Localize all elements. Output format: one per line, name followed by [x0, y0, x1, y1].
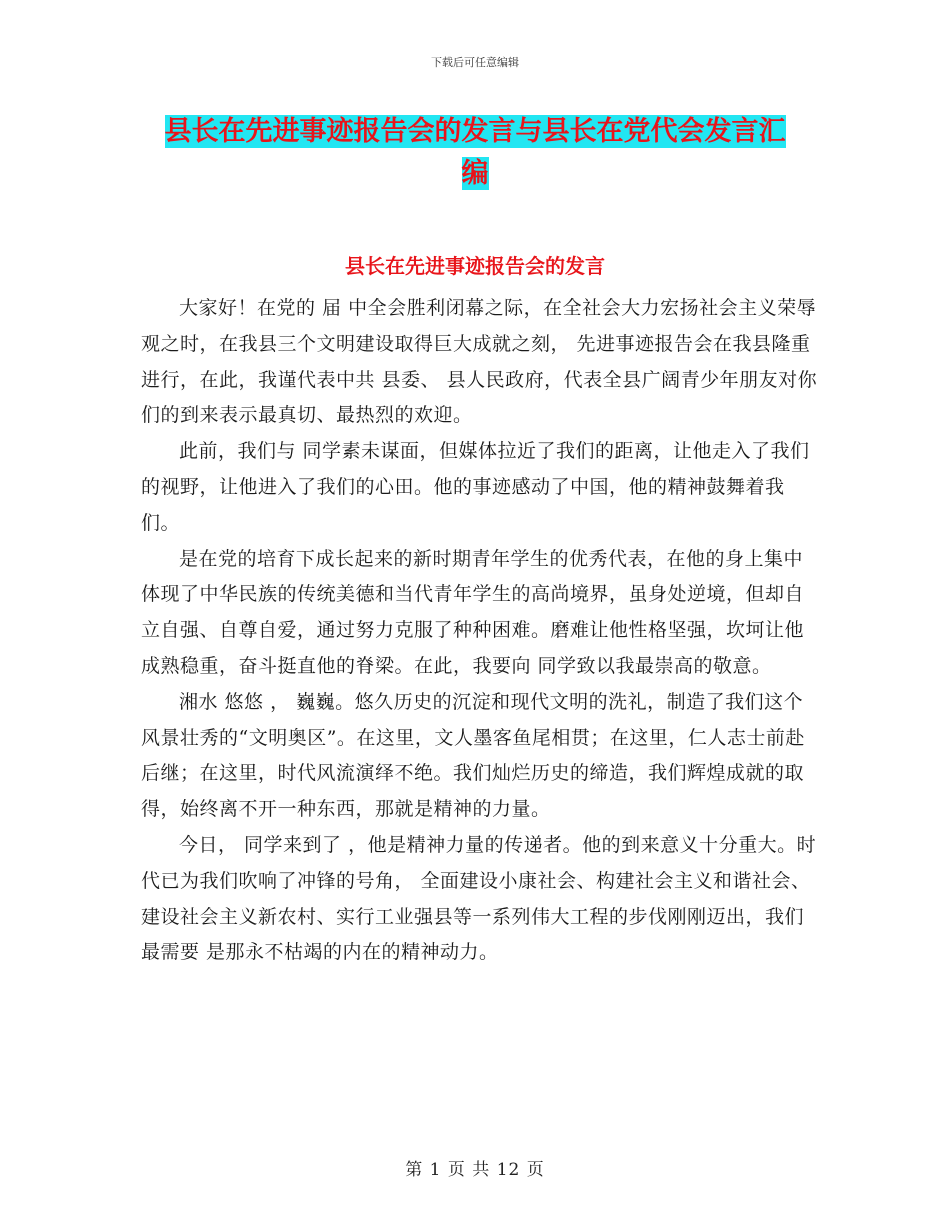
- paragraph-1: 大家好！在党的 届 中全会胜利闭幕之际，在全社会大力宏扬社会主义荣辱观之时，在我县三个文明建设取得巨大成就之刻， 先进事迹报告会在我县隆重进行，在此，我谨代表中共 县委、 县人民政府，代表全县广阔青少年朋友对你们的到来表示最真切、最热烈的欢迎。: [141, 297, 818, 427]
- paragraph-4: 湘水 悠悠 ， 巍巍。悠久历史的沉淀和现代文明的洗礼，制造了我们这个风景壮秀的“文明奥区”。在这里，文人墨客鱼尾相贯；在这里，仁人志士前赴后继；在这里，时代风流演绎不绝。我们灿烂历史的缔造，我们辉煌成就的取得，始终离不开一种东西，那就是精神的力量。: [141, 690, 805, 821]
- document-title-line-2: 编: [461, 158, 489, 189]
- paragraph-2: 此前，我们与 同学素未谋面，但媒体拉近了我们的距离，让他走入了我们的视野，让他进入了我们的心田。他的事迹感动了中国，他的精神鼓舞着我们。: [141, 440, 810, 534]
- document-body: [141, 291, 821, 971]
- paragraph-3: 是在党的培育下成长起来的新时期青年学生的优秀代表，在他的身上集中体现了中华民族的传统美德和当代青年学生的高尚境界，虽身处逆境，但却自立自强、自尊自爱，通过努力克服了种种困难。磨难让他性格坚强，坎坷让他成熟稳重，奋斗挺直他的脊梁。在此，我要向 同学致以我最崇高的敬意。: [141, 547, 805, 677]
- page-number-footer: 第 1 页 共 12 页: [405, 1160, 545, 1180]
- document-title-line-1: 县长在先进事迹报告会的发言与县长在党代会发言汇: [164, 116, 786, 147]
- section-title: 县长在先进事迹报告会的发言: [345, 254, 605, 278]
- document-title: [0, 111, 950, 195]
- page-header-note: 下载后可任意编辑: [431, 56, 519, 69]
- paragraph-5: 今日， 同学来到了 ，他是精神力量的传递者。他的到来意义十分重大。时代已为我们吹响了冲锋的号角， 全面建设小康社会、构建社会主义和谐社会、建设社会主义新农村、实行工业强县等一系列伟大工程的步伐刚刚迈出，我们最需要 是那永不枯竭的内在的精神动力。: [141, 833, 817, 964]
